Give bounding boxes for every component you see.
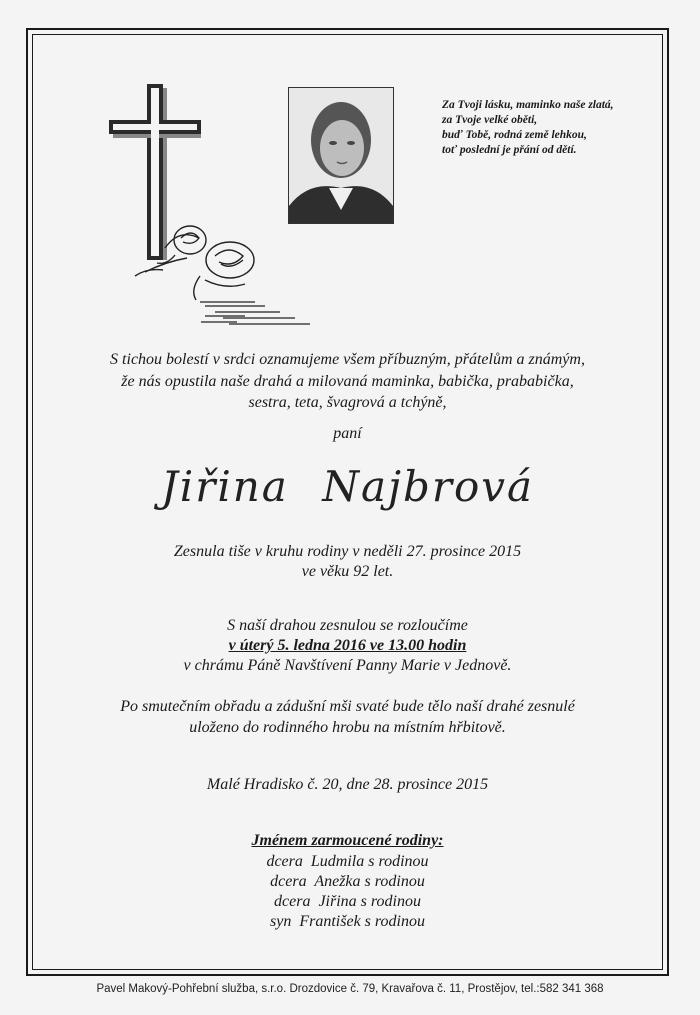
after-ceremony-line: uloženo do rodinného hrobu na místním hřbitově.	[189, 719, 506, 736]
death-info-line: ve věku 92 let.	[301, 563, 394, 580]
farewell-place: v chrámu Páně Navštívení Panny Marie v Jednově.	[183, 657, 512, 674]
family-member: dcera Anežka s rodinou	[270, 873, 425, 890]
family-member: dcera Jiřina s rodinou	[274, 893, 421, 910]
deceased-name-text: Jiřina Najbrová	[160, 462, 535, 511]
after-ceremony	[40, 696, 655, 738]
portrait-photo	[288, 87, 394, 224]
poem-line: Za Tvoji lásku, maminko naše zlatá,	[442, 99, 614, 111]
announcement-line: sestra, teta, švagrová a tchýně,	[248, 394, 447, 411]
cross-with-roses-icon	[105, 80, 315, 350]
death-info-line: Zesnula tiše v kruhu rodiny v neděli 27. prosince 2015	[173, 543, 522, 560]
poem	[442, 98, 662, 158]
announcement-line: S tichou bolestí v srdci oznamujeme všem příbuzným, přátelům a známým,	[110, 351, 585, 368]
after-ceremony-line: Po smutečním obřadu a zádušní mši svaté bude tělo naší drahé zesnulé	[120, 698, 575, 715]
death-info	[40, 542, 655, 582]
farewell-line: S naší drahou zesnulou se rozloučíme	[227, 617, 468, 634]
poem-line: buď Tobě, rodná země lehkou,	[442, 129, 587, 141]
farewell-date: v úterý 5. ledna 2016 ve 13.00 hodin	[228, 637, 467, 654]
funeral-service-footer: Pavel Makový-Pohřební služba, s.r.o. Drozdovice č. 79, Kravařova č. 11, Prostějov, tel.:582 341 368	[96, 983, 604, 995]
announcement-line: že nás opustila naše drahá a milovaná maminka, babička, prababička,	[121, 372, 574, 390]
family-member: syn František s rodinou	[270, 913, 425, 930]
portrait-image	[289, 88, 393, 223]
title-pani: paní	[333, 425, 362, 442]
place-date: Malé Hradisko č. 20, dne 28. prosince 2015	[206, 776, 489, 793]
deceased-name	[40, 462, 655, 511]
poem-line: toť poslední je přání od dětí.	[442, 144, 577, 156]
announcement	[40, 349, 655, 414]
family-list	[40, 852, 655, 932]
family-member: dcera Ludmila s rodinou	[266, 853, 429, 870]
family-heading: Jménem zarmoucené rodiny:	[251, 832, 444, 849]
poem-line: za Tvoje velké oběti,	[442, 114, 538, 126]
farewell-info	[40, 616, 655, 676]
